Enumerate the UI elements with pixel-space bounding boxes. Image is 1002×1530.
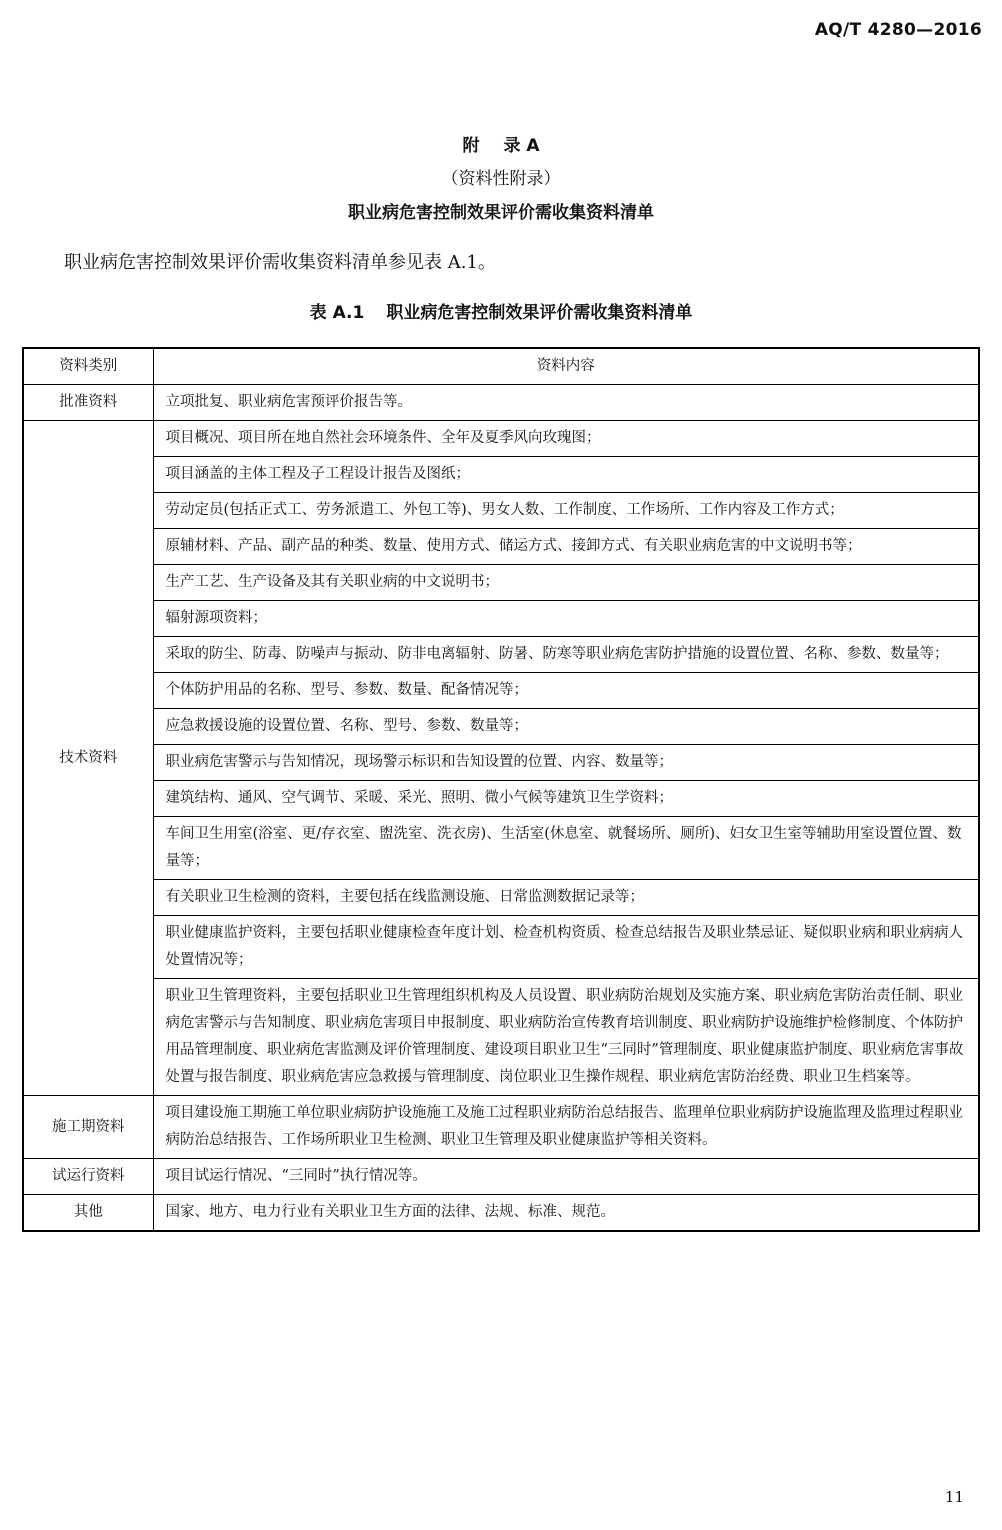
table-row [23,493,979,529]
content-cell: 国家、地方、电力行业有关职业卫生方面的法律、法规、标准、规范。 [153,1195,979,1232]
table-row [23,421,979,457]
table-row [23,709,979,745]
content-cell: 车间卫生用室(浴室、更/存衣室、盥洗室、洗衣房)、生活室(休息室、就餐场所、厕所)、妇女卫生室等辅助用室设置位置、数量等； [153,817,979,880]
content-cell: 立项批复、职业病危害预评价报告等。 [153,385,979,421]
table-row [23,979,979,1096]
table-row [23,1159,979,1195]
table-row [23,601,979,637]
table-row [23,637,979,673]
table-row [23,1195,979,1232]
table-caption-number: 表 A.1 [309,303,365,323]
table-row [23,880,979,916]
appendix-title [0,131,1002,156]
content-cell: 劳动定员(包括正式工、劳务派遣工、外包工等)、男女人数、工作制度、工作场所、工作内容及工作方式； [153,493,979,529]
appendix-name: 职业病危害控制效果评价需收集资料清单 [348,203,654,223]
table-row [23,385,979,421]
category-cell: 批准资料 [23,385,153,421]
table-row [23,565,979,601]
intro-paragraph: 职业病危害控制效果评价需收集资料清单参见表 A.1。 [64,252,496,273]
table-row [23,457,979,493]
content-cell: 有关职业卫生检测的资料，主要包括在线监测设施、日常监测数据记录等； [153,880,979,916]
table-row [23,916,979,979]
content-cell: 项目涵盖的主体工程及子工程设计报告及图纸； [153,457,979,493]
content-cell: 职业病危害警示与告知情况，现场警示标识和告知设置的位置、内容、数量等； [153,745,979,781]
content-cell: 生产工艺、生产设备及其有关职业病的中文说明书； [153,565,979,601]
table-caption-title: 职业病危害控制效果评价需收集资料清单 [386,303,693,323]
standard-code: AQ/T 4280—2016 [814,20,982,40]
header-category: 资料类别 [23,348,153,385]
category-cell: 其他 [23,1195,153,1232]
table-row [23,1096,979,1159]
appendix-title-word1: 附 [462,136,480,156]
header-content: 资料内容 [153,348,979,385]
appendix-title-word2: 录 A [503,136,540,156]
table-row [23,745,979,781]
content-cell: 原辅材料、产品、副产品的种类、数量、使用方式、储运方式、接卸方式、有关职业病危害的中文说明书等； [153,529,979,565]
page-number: 11 [944,1488,964,1506]
table-row [23,781,979,817]
content-cell: 项目概况、项目所在地自然社会环境条件、全年及夏季风向玫瑰图； [153,421,979,457]
table-row [23,673,979,709]
content-cell: 个体防护用品的名称、型号、参数、数量、配备情况等； [153,673,979,709]
materials-table [22,347,980,1232]
content-cell: 建筑结构、通风、空气调节、采暖、采光、照明、微小气候等建筑卫生学资料； [153,781,979,817]
content-cell: 项目试运行情况、“三同时”执行情况等。 [153,1159,979,1195]
content-cell: 职业健康监护资料，主要包括职业健康检查年度计划、检查机构资质、检查总结报告及职业禁忌证、疑似职业病和职业病病人处置情况等； [153,916,979,979]
content-cell: 应急救援设施的设置位置、名称、型号、参数、数量等； [153,709,979,745]
content-cell: 辐射源项资料； [153,601,979,637]
category-cell: 施工期资料 [23,1096,153,1159]
table-row [23,529,979,565]
appendix-subtitle: （资料性附录） [441,169,561,189]
table-row [23,817,979,880]
content-cell: 项目建设施工期施工单位职业病防护设施施工及施工过程职业病防治总结报告、监理单位职业病防护设施监理及监理过程职业病防治总结报告、工作场所职业卫生检测、职业卫生管理及职业健康监护等相关资料。 [153,1096,979,1159]
table-caption [0,298,1002,323]
category-cell: 试运行资料 [23,1159,153,1195]
content-cell: 采取的防尘、防毒、防噪声与振动、防非电离辐射、防暑、防寒等职业病危害防护措施的设置位置、名称、参数、数量等； [153,637,979,673]
content-cell: 职业卫生管理资料，主要包括职业卫生管理组织机构及人员设置、职业病防治规划及实施方案、职业病危害防治责任制、职业病危害警示与告知制度、职业病危害项目申报制度、职业病防治宣传教育培训制度、职业病防护设施维护检修制度、个体防护用品管理制度、职业病危害监测及评价管理制度、建设项目职业卫生“三同时”管理制度、职业健康监护制度、职业病危害事故处置与报告制度、职业病危害应急救援与管理制度、岗位职业卫生操作规程、职业病危害防治经费、职业卫生档案等。 [153,979,979,1096]
category-cell: 技术资料 [23,421,153,1096]
table-header-row [23,348,979,385]
